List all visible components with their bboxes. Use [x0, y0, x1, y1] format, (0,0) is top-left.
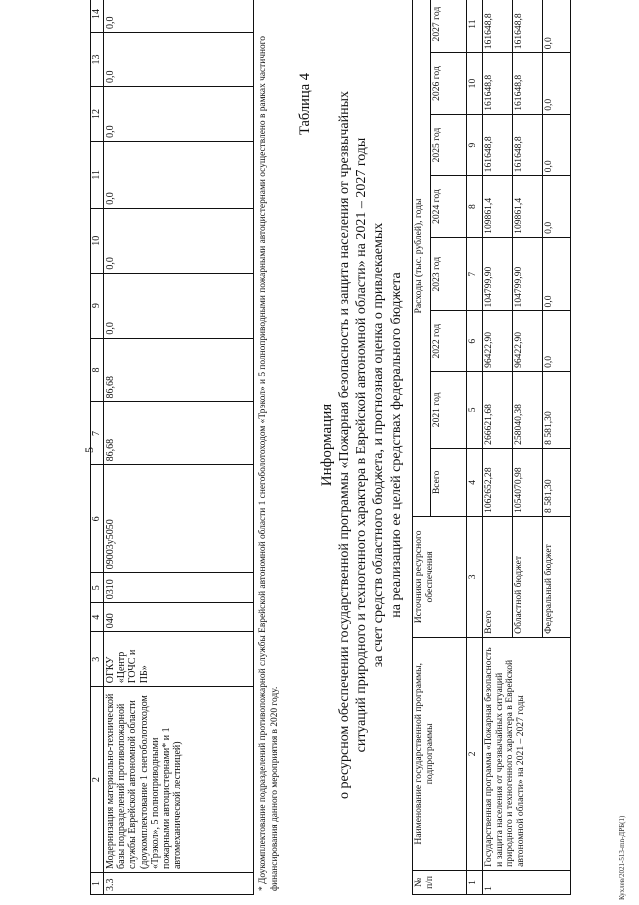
col-header: 6: [91, 465, 104, 573]
source-label: Всего: [483, 516, 513, 637]
cell-value: 0,0: [104, 273, 254, 338]
activity-table-header: [91, 0, 104, 895]
col-header: 2: [91, 687, 104, 873]
col-header-number: № п/п: [413, 870, 467, 894]
cell-value: 1062652,28: [483, 448, 513, 516]
cell-value: 0,0: [104, 33, 254, 87]
title-line: о ресурсном обеспечении государственной программы «Пожарная безопасность и защита населения от чрезвычайных: [337, 90, 353, 800]
cell-value: 161648,8: [483, 53, 513, 115]
col-number: 4: [467, 448, 483, 516]
source-label: Областной бюджет: [513, 516, 543, 637]
year-header: Всего: [431, 448, 467, 516]
col-header: 11: [91, 141, 104, 208]
cell-value: 266621,68: [483, 371, 513, 448]
year-header: 2025 год: [431, 114, 467, 176]
cell-value: 0,0: [104, 141, 254, 208]
year-header: 2026 год: [431, 53, 467, 115]
cell-value: 0,0: [543, 176, 571, 238]
col-header-source: Источники ресурсного обеспечения: [413, 516, 467, 637]
year-header: 2023 год: [431, 237, 467, 311]
code-grbs: 040: [104, 603, 254, 632]
col-number: 8: [467, 176, 483, 238]
cell-value: 161648,8: [483, 0, 513, 53]
year-header: 2021 год: [431, 371, 467, 448]
cell-value: 0,0: [543, 237, 571, 311]
cell-value: 161648,8: [513, 0, 543, 53]
cell-value: 0,0: [543, 53, 571, 115]
cell-value: 8 581,30: [543, 448, 571, 516]
cell-value: 104799,90: [483, 237, 513, 311]
cell-value: 0,0: [543, 0, 571, 53]
activity-table: [90, 0, 254, 895]
row-number: 1: [483, 870, 571, 894]
page-number: 5: [82, 447, 96, 453]
year-header: 2022 год: [431, 311, 467, 371]
program-name: Государственная программа «Пожарная безопасность и защита населения от чрезвычайных ситуаций природного и техногенного характера в Еврейской автономной области» на 2021 – 2027 годы: [483, 637, 571, 870]
col-header: 14: [91, 0, 104, 33]
col-header: 10: [91, 208, 104, 273]
resource-table: [412, 0, 571, 895]
cell-value: 109861,4: [513, 176, 543, 238]
source-label: Федеральный бюджет: [543, 516, 571, 637]
table-row: [104, 0, 254, 895]
cell-value: 8 581,30: [543, 371, 571, 448]
cell-value: 161648,8: [513, 53, 543, 115]
col-header: 5: [91, 573, 104, 603]
cell-value: 96422,90: [483, 311, 513, 371]
activity-name: Модернизация материально-технической базы подразделений противопожарной службы Еврейской автономной области (доукомплектование 1 снегоболотоходом «Трэкол», 5 полноприводными пожарными автоцистернами* и 1 автомеханической лестницей): [104, 687, 254, 873]
cell-value: 161648,8: [483, 114, 513, 176]
code-section: 0310: [104, 573, 254, 603]
col-number: 11: [467, 0, 483, 53]
title-line: Информация: [319, 403, 335, 487]
year-header: 2027 год: [431, 0, 467, 53]
year-header: 2024 год: [431, 176, 467, 238]
document-footer-code: Кухлев/2021-513-mn-ДРБ(1): [618, 815, 626, 900]
col-number: 3: [467, 516, 483, 637]
col-header-expenses: Расходы (тыс. рублей), годы: [413, 0, 431, 516]
table-row: [483, 0, 513, 895]
col-number: 1: [467, 870, 483, 894]
col-header: 9: [91, 273, 104, 338]
cell-value: 1054070,98: [513, 448, 543, 516]
title-line: ситуаций природного и техногенного характера в Еврейской автономной области» на 2021 – 2027 годы: [354, 137, 370, 753]
col-number: 6: [467, 311, 483, 371]
cell-value: 86,68: [104, 338, 254, 402]
col-header: 13: [91, 33, 104, 87]
cell-value: 0,0: [543, 114, 571, 176]
cell-value: 258040,38: [513, 371, 543, 448]
col-header: 4: [91, 603, 104, 632]
col-header: 1: [91, 873, 104, 895]
cell-value: 0,0: [543, 311, 571, 371]
col-number: 10: [467, 53, 483, 115]
col-header: 12: [91, 86, 104, 141]
col-header: 8: [91, 338, 104, 402]
row-number: 3.3: [104, 873, 254, 895]
table-label: Таблица 4: [297, 72, 313, 135]
column-number-row: [467, 0, 483, 895]
col-number: 5: [467, 371, 483, 448]
cell-value: 96422,90: [513, 311, 543, 371]
col-header: 3: [91, 632, 104, 687]
cell-value: 0,0: [104, 86, 254, 141]
cell-value: 104799,90: [513, 237, 543, 311]
title-line: за счет средств областного бюджета, и прогнозная оценка о привлекаемых: [371, 222, 387, 668]
footnote: * Доукомплектование подразделений противопожарной службы Еврейской автономной области 1 снегоболотоходом «Трэкол» и 5 полноприводными пожарными автоцистернами осуществлено в рамках частичного финансирования данного мероприятия в 2020 году.: [258, 36, 281, 891]
cell-value: 109861,4: [483, 176, 513, 238]
organization: ОГКУ «Центр ГОЧС и ПБ»: [104, 632, 254, 687]
cell-value: 0,0: [104, 208, 254, 273]
cell-value: 86,68: [104, 402, 254, 465]
col-header-name: Наименование государственной программы, подпрограммы: [413, 637, 467, 870]
col-number: 2: [467, 637, 483, 870]
cell-value: 161648,8: [513, 114, 543, 176]
code-target: 09003у5050: [104, 465, 254, 573]
cell-value: 0,0: [104, 0, 254, 33]
document-title: [318, 25, 405, 865]
col-number: 9: [467, 114, 483, 176]
title-line: на реализацию ее целей средствах федерального бюджета: [388, 272, 404, 618]
col-number: 7: [467, 237, 483, 311]
resource-table-header: [413, 0, 431, 895]
col-header: 7: [91, 402, 104, 465]
